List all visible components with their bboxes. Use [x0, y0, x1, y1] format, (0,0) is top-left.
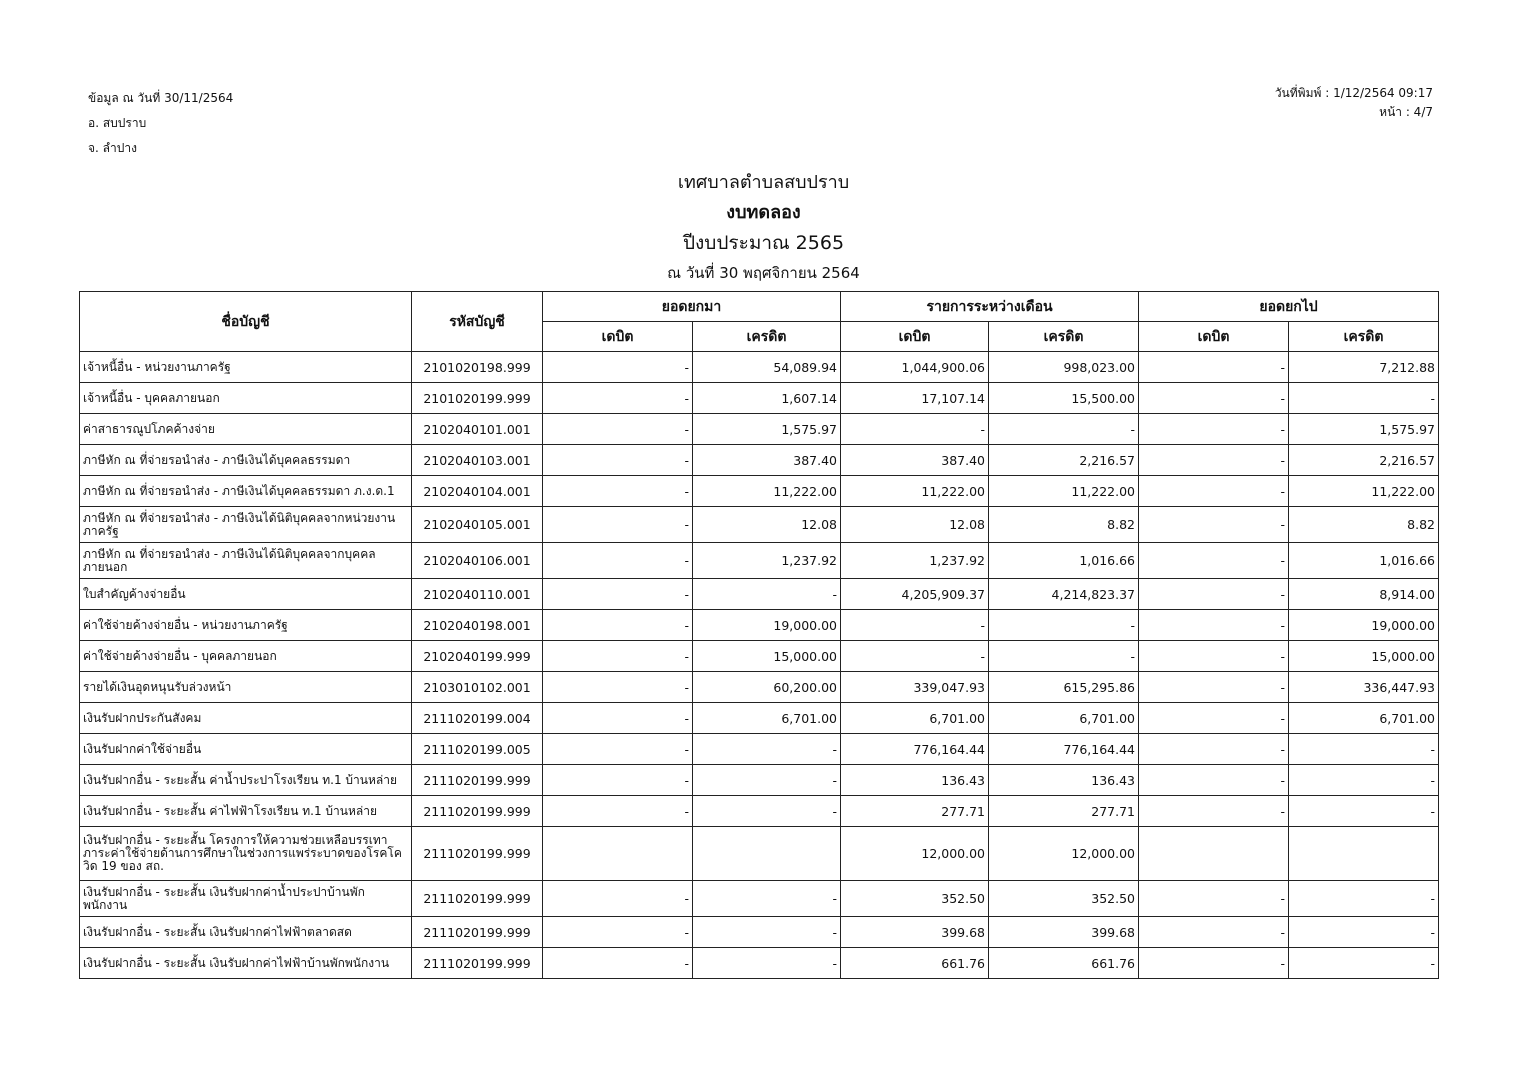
- account-code-cell: 2111020199.999: [412, 917, 543, 948]
- table-row: [80, 579, 1439, 610]
- cf-credit-cell: -: [1289, 796, 1439, 827]
- month-debit-cell: 136.43: [841, 765, 989, 796]
- cf-credit-cell: 1,016.66: [1289, 543, 1439, 579]
- month-credit-cell: -: [989, 414, 1139, 445]
- cf-credit-cell: 336,447.93: [1289, 672, 1439, 703]
- bf-debit-cell: -: [543, 579, 693, 610]
- cf-debit-cell: -: [1139, 414, 1289, 445]
- bf-credit-cell: 11,222.00: [693, 476, 841, 507]
- cf-credit-cell: 8,914.00: [1289, 579, 1439, 610]
- cf-credit-cell: 1,575.97: [1289, 414, 1439, 445]
- month-debit-cell: 12.08: [841, 507, 989, 543]
- account-code-cell: 2102040103.001: [412, 445, 543, 476]
- account-name-cell: เงินรับฝากประกันสังคม: [80, 703, 412, 734]
- account-name-cell: ค่าใช้จ่ายค้างจ่ายอื่น - หน่วยงานภาครัฐ: [80, 610, 412, 641]
- account-code-cell: 2111020199.999: [412, 827, 543, 881]
- col-cf-credit: เครดิต: [1289, 322, 1439, 352]
- district: อ. สบปราบ: [88, 116, 147, 130]
- month-credit-cell: -: [989, 610, 1139, 641]
- table-row: [80, 827, 1439, 881]
- account-name-cell: ภาษีหัก ณ ที่จ่ายรอนำส่ง - ภาษีเงินได้นิติบุคคลจากหน่วยงานภาครัฐ: [80, 507, 412, 543]
- month-debit-cell: 277.71: [841, 796, 989, 827]
- fiscal-year: ปีงบประมาณ 2565: [682, 232, 845, 254]
- table-row: [80, 543, 1439, 579]
- account-name-cell: เงินรับฝากอื่น - ระยะสั้น โครงการให้ความช่วยเหลือบรรเทาภาระค่าใช้จ่ายด้านการศึกษาในช่วงการแพร่ระบาดของโรคโควิด 19 ของ สถ.: [80, 827, 412, 881]
- organization-name: เทศบาลตำบลสบปราบ: [677, 172, 850, 193]
- cf-credit-cell: -: [1289, 948, 1439, 979]
- table-row: [80, 948, 1439, 979]
- table-row: [80, 352, 1439, 383]
- bf-debit-cell: -: [543, 734, 693, 765]
- account-name-cell: เงินรับฝากอื่น - ระยะสั้น ค่าน้ำประปาโรงเรียน ท.1 บ้านหล่าย: [80, 765, 412, 796]
- month-debit-cell: 661.76: [841, 948, 989, 979]
- cf-debit-cell: -: [1139, 948, 1289, 979]
- account-code-cell: 2102040110.001: [412, 579, 543, 610]
- bf-debit-cell: -: [543, 543, 693, 579]
- col-account-code: รหัสบัญชี: [412, 292, 543, 352]
- cf-credit-cell: -: [1289, 765, 1439, 796]
- cf-credit-cell: 19,000.00: [1289, 610, 1439, 641]
- col-brought-forward: ยอดยกมา: [543, 292, 841, 322]
- month-credit-cell: 4,214,823.37: [989, 579, 1139, 610]
- account-code-cell: 2101020199.999: [412, 383, 543, 414]
- bf-credit-cell: 387.40: [693, 445, 841, 476]
- account-code-cell: 2102040105.001: [412, 507, 543, 543]
- month-credit-cell: 399.68: [989, 917, 1139, 948]
- cf-debit-cell: -: [1139, 641, 1289, 672]
- bf-debit-cell: -: [543, 383, 693, 414]
- account-code-cell: 2102040199.999: [412, 641, 543, 672]
- table-row: [80, 734, 1439, 765]
- account-name-cell: ภาษีหัก ณ ที่จ่ายรอนำส่ง - ภาษีเงินได้นิติบุคคลจากบุคคลภายนอก: [80, 543, 412, 579]
- cf-debit-cell: -: [1139, 383, 1289, 414]
- account-name-cell: เงินรับฝากอื่น - ระยะสั้น เงินรับฝากค่าไฟฟ้าบ้านพักพนักงาน: [80, 948, 412, 979]
- bf-debit-cell: -: [543, 796, 693, 827]
- account-name-cell: เงินรับฝากอื่น - ระยะสั้น เงินรับฝากค่าน้ำประปาบ้านพักพนักงาน: [80, 881, 412, 917]
- bf-debit-cell: -: [543, 610, 693, 641]
- month-credit-cell: 11,222.00: [989, 476, 1139, 507]
- cf-debit-cell: -: [1139, 765, 1289, 796]
- account-code-cell: 2102040101.001: [412, 414, 543, 445]
- page-number: หน้า : 4/7: [1379, 105, 1433, 119]
- cf-debit-cell: -: [1139, 476, 1289, 507]
- account-name-cell: ภาษีหัก ณ ที่จ่ายรอนำส่ง - ภาษีเงินได้บุคคลธรรมดา: [80, 445, 412, 476]
- bf-debit-cell: -: [543, 352, 693, 383]
- month-credit-cell: 661.76: [989, 948, 1139, 979]
- account-code-cell: 2102040106.001: [412, 543, 543, 579]
- account-name-cell: เจ้าหนี้อื่น - หน่วยงานภาครัฐ: [80, 352, 412, 383]
- table-row: [80, 476, 1439, 507]
- col-account-name: ชื่อบัญชี: [80, 292, 412, 352]
- month-debit-cell: -: [841, 610, 989, 641]
- month-credit-cell: 776,164.44: [989, 734, 1139, 765]
- month-credit-cell: 12,000.00: [989, 827, 1139, 881]
- month-credit-cell: 2,216.57: [989, 445, 1139, 476]
- account-name-cell: เงินรับฝากอื่น - ระยะสั้น เงินรับฝากค่าไฟฟ้าตลาดสด: [80, 917, 412, 948]
- month-credit-cell: -: [989, 641, 1139, 672]
- bf-debit-cell: -: [543, 445, 693, 476]
- cf-credit-cell: 11,222.00: [1289, 476, 1439, 507]
- month-debit-cell: 17,107.14: [841, 383, 989, 414]
- bf-credit-cell: -: [693, 765, 841, 796]
- cf-debit-cell: [1139, 827, 1289, 881]
- col-bf-credit: เครดิต: [693, 322, 841, 352]
- cf-debit-cell: -: [1139, 579, 1289, 610]
- cf-credit-cell: 6,701.00: [1289, 703, 1439, 734]
- month-credit-cell: 352.50: [989, 881, 1139, 917]
- month-debit-cell: -: [841, 641, 989, 672]
- month-credit-cell: 615,295.86: [989, 672, 1139, 703]
- cf-credit-cell: -: [1289, 383, 1439, 414]
- cf-debit-cell: -: [1139, 543, 1289, 579]
- cf-credit-cell: -: [1289, 734, 1439, 765]
- bf-debit-cell: -: [543, 641, 693, 672]
- account-code-cell: 2111020199.004: [412, 703, 543, 734]
- table-row: [80, 610, 1439, 641]
- bf-debit-cell: -: [543, 476, 693, 507]
- data-date: ข้อมูล ณ วันที่ 30/11/2564: [88, 91, 234, 105]
- account-name-cell: รายได้เงินอุดหนุนรับล่วงหน้า: [80, 672, 412, 703]
- account-code-cell: 2103010102.001: [412, 672, 543, 703]
- bf-debit-cell: -: [543, 672, 693, 703]
- cf-debit-cell: -: [1139, 672, 1289, 703]
- bf-credit-cell: -: [693, 796, 841, 827]
- bf-credit-cell: 12.08: [693, 507, 841, 543]
- account-code-cell: 2111020199.999: [412, 765, 543, 796]
- month-credit-cell: 6,701.00: [989, 703, 1139, 734]
- month-credit-cell: 136.43: [989, 765, 1139, 796]
- col-carried-forward: ยอดยกไป: [1139, 292, 1439, 322]
- account-code-cell: 2102040198.001: [412, 610, 543, 641]
- month-debit-cell: 1,237.92: [841, 543, 989, 579]
- account-name-cell: เจ้าหนี้อื่น - บุคคลภายนอก: [80, 383, 412, 414]
- cf-debit-cell: -: [1139, 734, 1289, 765]
- cf-credit-cell: -: [1289, 881, 1439, 917]
- account-code-cell: 2111020199.999: [412, 881, 543, 917]
- cf-credit-cell: 8.82: [1289, 507, 1439, 543]
- bf-debit-cell: -: [543, 414, 693, 445]
- bf-debit-cell: -: [543, 948, 693, 979]
- report-title: งบทดลอง: [726, 202, 801, 223]
- cf-debit-cell: -: [1139, 881, 1289, 917]
- report-meta-right: [1275, 84, 1433, 122]
- table-row: [80, 445, 1439, 476]
- cf-credit-cell: 7,212.88: [1289, 352, 1439, 383]
- cf-debit-cell: -: [1139, 796, 1289, 827]
- bf-credit-cell: -: [693, 734, 841, 765]
- bf-debit-cell: -: [543, 765, 693, 796]
- cf-credit-cell: 2,216.57: [1289, 445, 1439, 476]
- cf-debit-cell: -: [1139, 352, 1289, 383]
- month-credit-cell: 998,023.00: [989, 352, 1139, 383]
- report-meta-left: [88, 86, 233, 161]
- bf-credit-cell: 6,701.00: [693, 703, 841, 734]
- bf-debit-cell: -: [543, 881, 693, 917]
- col-month-debit: เดบิต: [841, 322, 989, 352]
- table-row: [80, 881, 1439, 917]
- bf-credit-cell: 60,200.00: [693, 672, 841, 703]
- bf-credit-cell: -: [693, 917, 841, 948]
- table-row: [80, 383, 1439, 414]
- table-body: [80, 352, 1439, 979]
- bf-credit-cell: 15,000.00: [693, 641, 841, 672]
- account-name-cell: เงินรับฝากอื่น - ระยะสั้น ค่าไฟฟ้าโรงเรียน ท.1 บ้านหล่าย: [80, 796, 412, 827]
- month-debit-cell: 11,222.00: [841, 476, 989, 507]
- month-debit-cell: 776,164.44: [841, 734, 989, 765]
- month-debit-cell: -: [841, 414, 989, 445]
- bf-credit-cell: -: [693, 881, 841, 917]
- table-row: [80, 765, 1439, 796]
- account-name-cell: เงินรับฝากค่าใช้จ่ายอื่น: [80, 734, 412, 765]
- account-code-cell: 2111020199.005: [412, 734, 543, 765]
- account-code-cell: 2111020199.999: [412, 948, 543, 979]
- col-month-credit: เครดิต: [989, 322, 1139, 352]
- month-credit-cell: 15,500.00: [989, 383, 1139, 414]
- bf-credit-cell: [693, 827, 841, 881]
- bf-debit-cell: [543, 827, 693, 881]
- table-row: [80, 641, 1439, 672]
- bf-credit-cell: -: [693, 948, 841, 979]
- cf-debit-cell: -: [1139, 917, 1289, 948]
- month-debit-cell: 352.50: [841, 881, 989, 917]
- bf-credit-cell: 1,575.97: [693, 414, 841, 445]
- bf-credit-cell: 1,237.92: [693, 543, 841, 579]
- month-credit-cell: 277.71: [989, 796, 1139, 827]
- col-cf-debit: เดบิต: [1139, 322, 1289, 352]
- account-name-cell: ค่าสาธารณูปโภคค้างจ่าย: [80, 414, 412, 445]
- bf-credit-cell: 1,607.14: [693, 383, 841, 414]
- cf-debit-cell: -: [1139, 507, 1289, 543]
- table-row: [80, 796, 1439, 827]
- bf-credit-cell: 54,089.94: [693, 352, 841, 383]
- table-row: [80, 917, 1439, 948]
- bf-debit-cell: -: [543, 917, 693, 948]
- as-of-date: ณ วันที่ 30 พฤศจิกายน 2564: [667, 264, 860, 282]
- month-credit-cell: 1,016.66: [989, 543, 1139, 579]
- table-row: [80, 414, 1439, 445]
- col-bf-debit: เดบิต: [543, 322, 693, 352]
- account-name-cell: ภาษีหัก ณ ที่จ่ายรอนำส่ง - ภาษีเงินได้บุคคลธรรมดา ภ.ง.ด.1: [80, 476, 412, 507]
- table-row: [80, 672, 1439, 703]
- month-credit-cell: 8.82: [989, 507, 1139, 543]
- month-debit-cell: 399.68: [841, 917, 989, 948]
- month-debit-cell: 4,205,909.37: [841, 579, 989, 610]
- bf-debit-cell: -: [543, 703, 693, 734]
- cf-credit-cell: -: [1289, 917, 1439, 948]
- bf-debit-cell: -: [543, 507, 693, 543]
- table-row: [80, 507, 1439, 543]
- cf-credit-cell: 15,000.00: [1289, 641, 1439, 672]
- account-name-cell: ค่าใช้จ่ายค้างจ่ายอื่น - บุคคลภายนอก: [80, 641, 412, 672]
- print-date: วันที่พิมพ์ : 1/12/2564 09:17: [1274, 86, 1433, 100]
- month-debit-cell: 339,047.93: [841, 672, 989, 703]
- cf-debit-cell: -: [1139, 703, 1289, 734]
- bf-credit-cell: 19,000.00: [693, 610, 841, 641]
- month-debit-cell: 387.40: [841, 445, 989, 476]
- month-debit-cell: 1,044,900.06: [841, 352, 989, 383]
- account-name-cell: ใบสำคัญค้างจ่ายอื่น: [80, 579, 412, 610]
- col-during-month: รายการระหว่างเดือน: [841, 292, 1139, 322]
- trial-balance-table: [79, 291, 1439, 979]
- province: จ. ลำปาง: [88, 141, 137, 155]
- account-code-cell: 2101020198.999: [412, 352, 543, 383]
- cf-debit-cell: -: [1139, 610, 1289, 641]
- account-code-cell: 2102040104.001: [412, 476, 543, 507]
- cf-credit-cell: [1289, 827, 1439, 881]
- table-row: [80, 703, 1439, 734]
- month-debit-cell: 6,701.00: [841, 703, 989, 734]
- cf-debit-cell: -: [1139, 445, 1289, 476]
- account-code-cell: 2111020199.999: [412, 796, 543, 827]
- bf-credit-cell: -: [693, 579, 841, 610]
- report-titles: [0, 168, 1527, 288]
- month-debit-cell: 12,000.00: [841, 827, 989, 881]
